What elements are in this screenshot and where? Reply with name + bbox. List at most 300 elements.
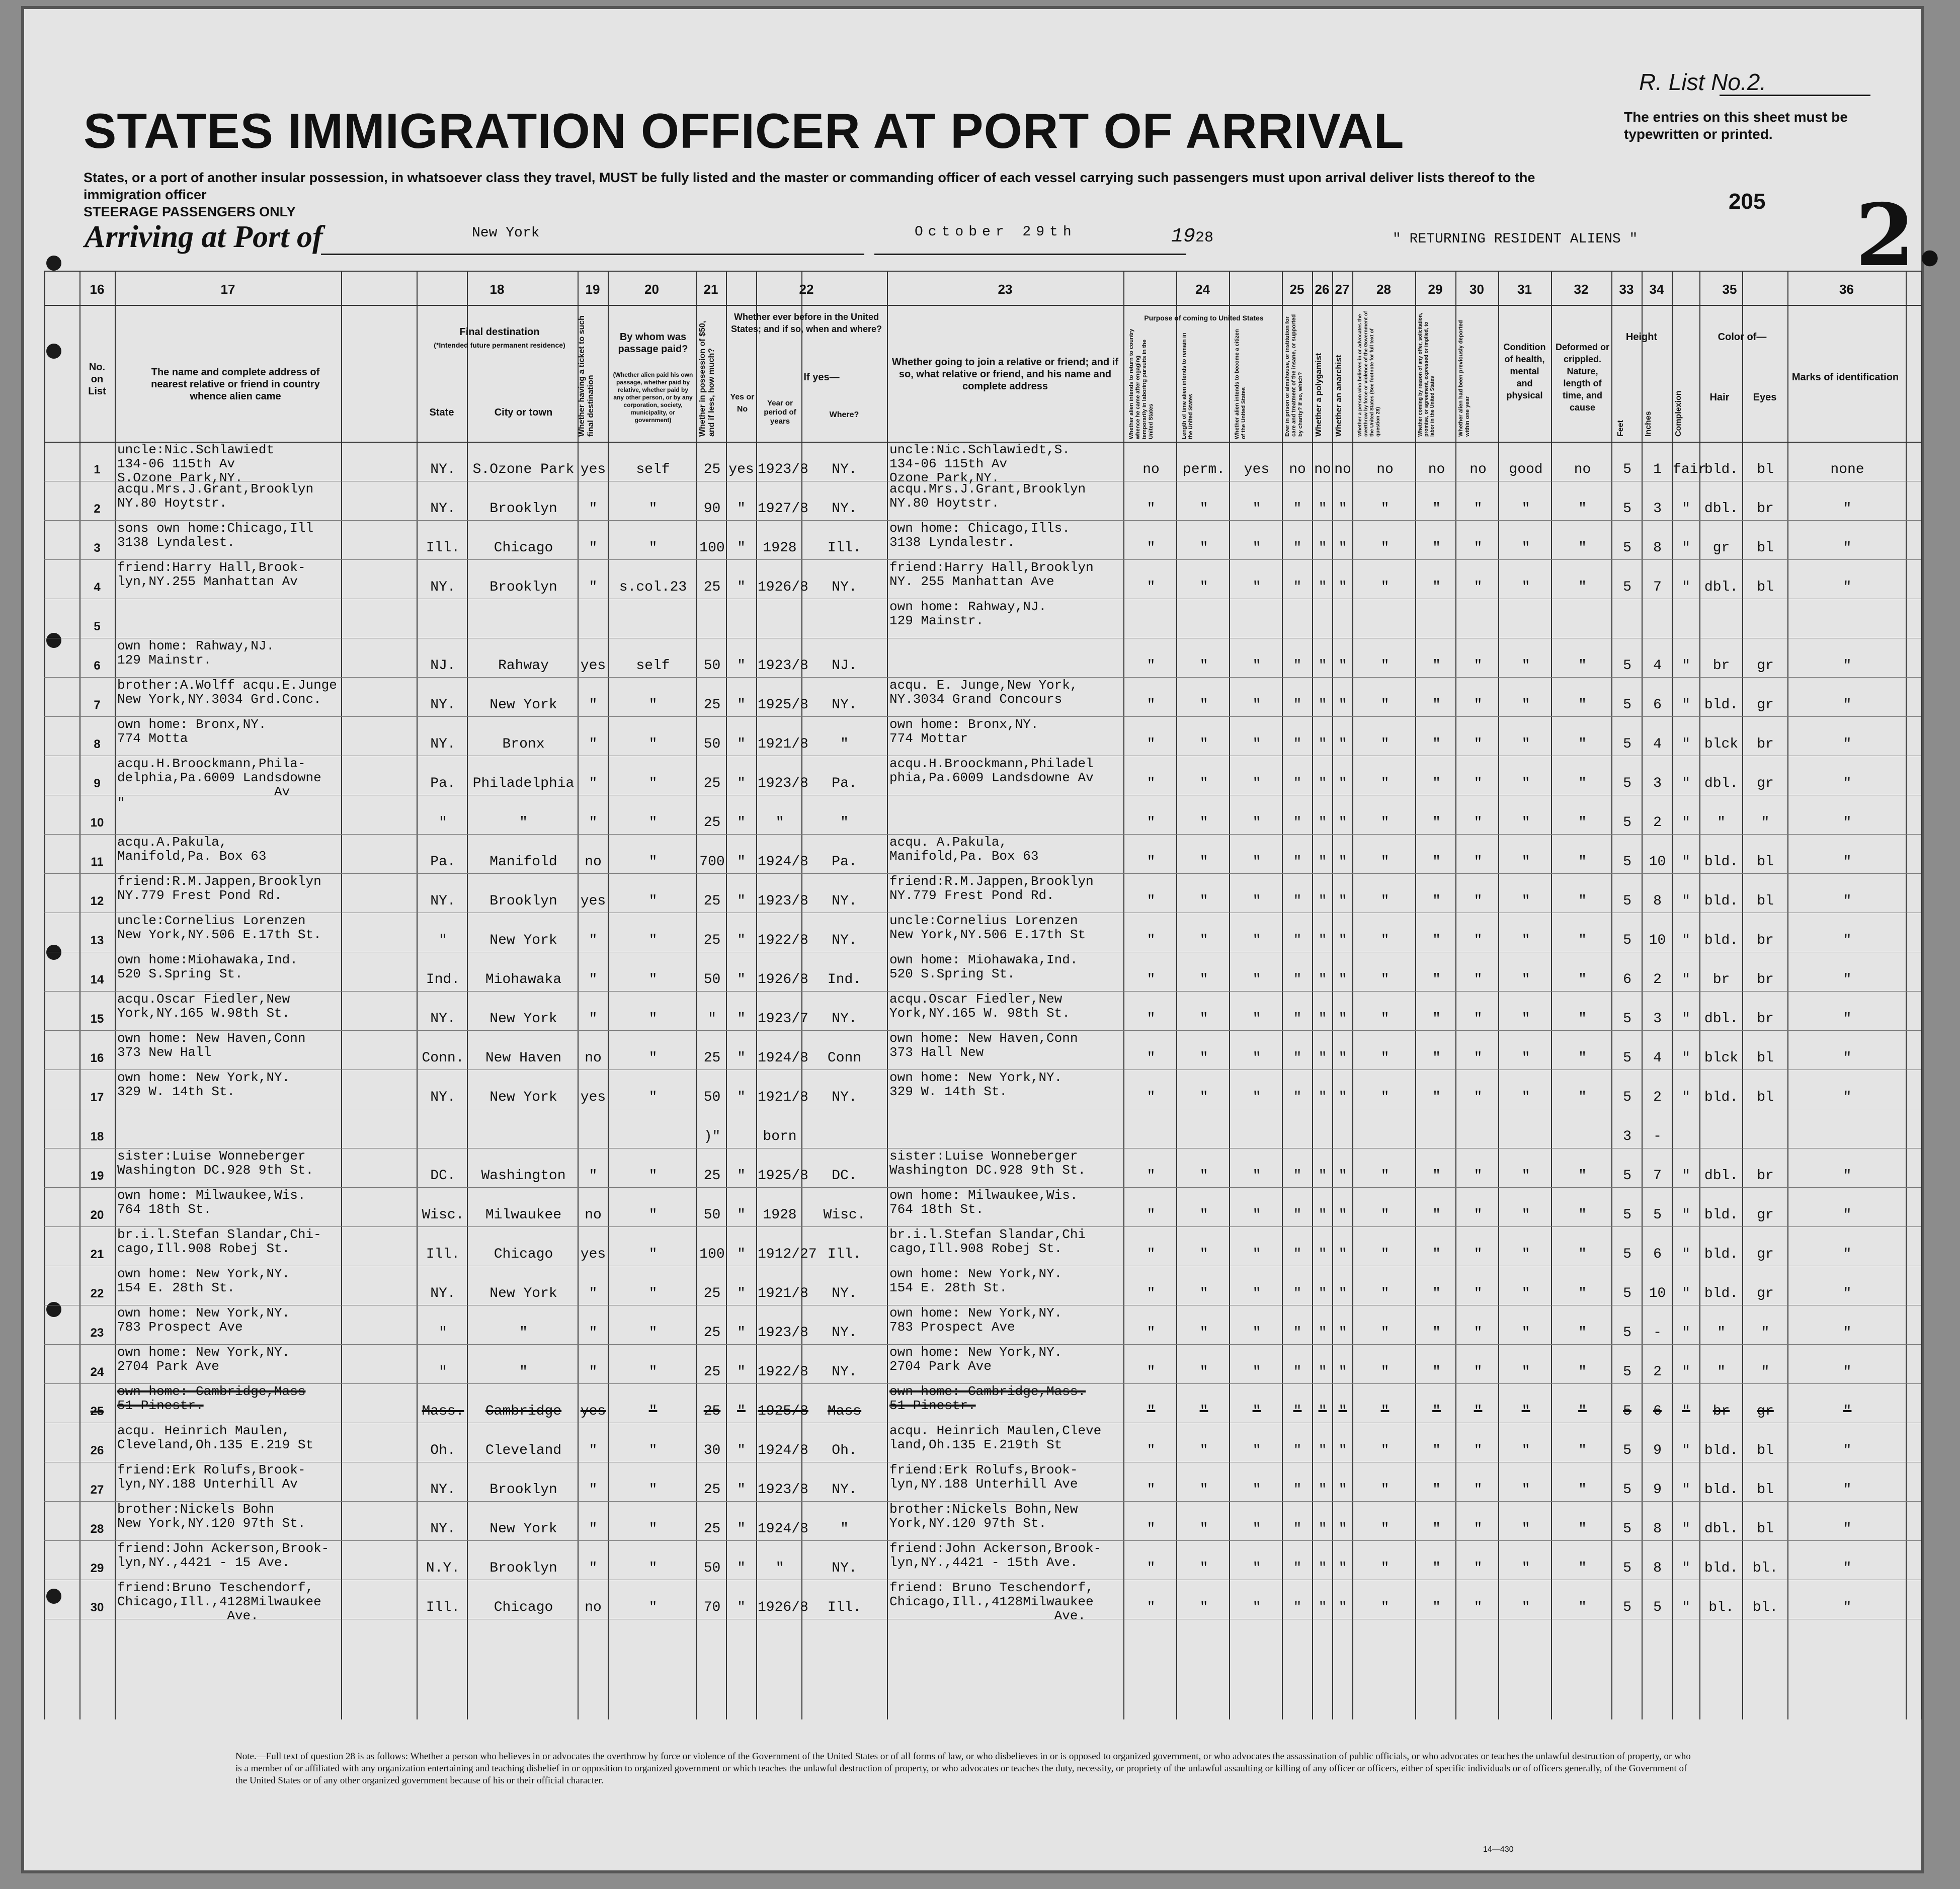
eye-color: bl xyxy=(1757,580,1774,595)
prison: " xyxy=(1293,893,1302,909)
row-number: 24 xyxy=(90,1365,104,1379)
state: DC. xyxy=(430,1168,456,1184)
row-number: 14 xyxy=(90,973,104,987)
purpose-length: " xyxy=(1199,893,1208,909)
city: New Haven xyxy=(485,1050,562,1066)
money: 90 xyxy=(703,501,721,517)
deported: " xyxy=(1474,933,1483,948)
deformed: " xyxy=(1578,1050,1587,1066)
purpose-return: " xyxy=(1147,1247,1156,1262)
row-number: 29 xyxy=(90,1562,104,1575)
ticket: yes xyxy=(580,462,606,477)
complexion: " xyxy=(1682,776,1690,791)
row-number: 9 xyxy=(94,777,101,790)
state: " xyxy=(439,1364,447,1380)
passage-paid: " xyxy=(648,1168,658,1184)
polygamist: " xyxy=(1318,1364,1327,1380)
contract-labor: " xyxy=(1432,1168,1441,1184)
year-period: 1924/8 xyxy=(758,1050,808,1066)
identification-marks: " xyxy=(1843,1561,1852,1576)
anarchist: " xyxy=(1338,580,1347,595)
polygamist: " xyxy=(1318,1561,1327,1576)
state: NJ. xyxy=(430,658,456,674)
deported: " xyxy=(1474,1050,1483,1066)
hdr-condition: Condition of health, mental and physical xyxy=(1503,342,1546,400)
hair-color: br xyxy=(1712,1404,1730,1419)
deformed: " xyxy=(1578,501,1587,517)
health: " xyxy=(1521,1090,1530,1105)
money: 25 xyxy=(703,580,721,595)
purpose-return: " xyxy=(1147,658,1156,674)
hdr-nearest-relative: The name and complete address of nearest relative or friend in country whence alien came xyxy=(151,367,320,402)
contract-labor: " xyxy=(1432,1286,1441,1301)
passage-paid: " xyxy=(648,697,658,713)
purpose-citizen: " xyxy=(1252,658,1261,674)
height-inches: 10 xyxy=(1649,933,1666,948)
height-feet: 5 xyxy=(1623,893,1631,909)
state: N.Y. xyxy=(426,1561,460,1576)
height-inches: 2 xyxy=(1653,815,1662,831)
nearest-relative: brother:A.Wolff acqu.E.Junge New York,NY.3034 Grd.Conc. xyxy=(117,678,337,707)
state: Ill. xyxy=(426,1600,460,1615)
overthrow: " xyxy=(1380,1325,1390,1341)
prison: " xyxy=(1293,972,1302,988)
money: 25 xyxy=(703,1482,721,1498)
joining: own home: Cambridge,Mass. 51 Pinestr. xyxy=(889,1384,1086,1413)
height-inches: 6 xyxy=(1653,697,1662,713)
money: 25 xyxy=(703,1168,721,1184)
state: Mass. xyxy=(422,1404,464,1419)
before-us: " xyxy=(737,1011,746,1027)
prison: " xyxy=(1293,540,1302,556)
purpose-citizen: " xyxy=(1252,1168,1261,1184)
joining: own home: Rahway,NJ. 129 Mainstr. xyxy=(889,599,1047,628)
complexion: " xyxy=(1682,1561,1690,1576)
polygamist: no xyxy=(1314,462,1331,477)
column-number: 29 xyxy=(1428,282,1443,297)
deported: " xyxy=(1474,1364,1483,1380)
health: " xyxy=(1521,736,1530,752)
row-number: 17 xyxy=(90,1091,104,1104)
year-period: 1921/8 xyxy=(758,1090,808,1105)
before-us: " xyxy=(737,1207,746,1223)
prison: " xyxy=(1293,1168,1302,1184)
height-inches: 6 xyxy=(1653,1404,1662,1419)
complexion: " xyxy=(1682,540,1690,556)
state: NY. xyxy=(430,736,456,752)
hdr-prison: Ever in prison or almshouse, or institution for care and treatment of the insane, or supported by charity? If so, which? xyxy=(1284,314,1303,437)
overthrow: " xyxy=(1380,1404,1390,1419)
complexion: " xyxy=(1682,1207,1690,1223)
purpose-length: " xyxy=(1199,972,1208,988)
height-feet: 5 xyxy=(1623,933,1631,948)
ticket: " xyxy=(589,501,598,517)
height-feet: 5 xyxy=(1623,1600,1631,1615)
hdr-state: State xyxy=(429,407,454,418)
year-period: 1923/7 xyxy=(758,1011,808,1027)
passage-paid: " xyxy=(648,933,658,948)
purpose-return: " xyxy=(1147,501,1156,517)
column-number: 33 xyxy=(1619,282,1634,297)
deformed: " xyxy=(1578,854,1587,870)
ticket: yes xyxy=(580,1404,606,1419)
prison: " xyxy=(1293,1521,1302,1537)
deported: " xyxy=(1474,1600,1483,1615)
purpose-length: " xyxy=(1199,1561,1208,1576)
joining: friend:Erk Rolufs,Brook- lyn,NY.188 Unterhill Ave xyxy=(889,1462,1078,1492)
nearest-relative: friend:Harry Hall,Brook- lyn,NY.255 Manhattan Av xyxy=(117,560,306,589)
height-inches: 4 xyxy=(1653,658,1662,674)
polygamist: " xyxy=(1318,580,1327,595)
column-number: 30 xyxy=(1469,282,1484,297)
where: NY. xyxy=(832,1482,857,1498)
row-number: 25 xyxy=(90,1405,104,1418)
where: " xyxy=(840,1521,849,1537)
overthrow: " xyxy=(1380,1521,1390,1537)
deported: " xyxy=(1474,1286,1483,1301)
hair-color: " xyxy=(1717,815,1726,831)
contract-labor: " xyxy=(1432,854,1441,870)
hair-color: bld. xyxy=(1704,1443,1739,1458)
purpose-return: " xyxy=(1147,1364,1156,1380)
height-inches: 10 xyxy=(1649,854,1666,870)
purpose-return: " xyxy=(1147,1521,1156,1537)
ticket: " xyxy=(589,933,598,948)
health: " xyxy=(1521,697,1530,713)
table-row xyxy=(44,1423,1921,1462)
where: Conn xyxy=(827,1050,862,1066)
eye-color: gr xyxy=(1757,776,1774,791)
state: NY. xyxy=(430,462,456,477)
deformed: " xyxy=(1578,1482,1587,1498)
deformed: " xyxy=(1578,1364,1587,1380)
eye-color: bl xyxy=(1757,1050,1774,1066)
nearest-relative: br.i.l.Stefan Slandar,Chi- cago,Ill.908 Robej St. xyxy=(117,1227,321,1256)
identification-marks: " xyxy=(1843,933,1852,948)
height-inches: 8 xyxy=(1653,893,1662,909)
complexion: " xyxy=(1682,580,1690,595)
row-number: 3 xyxy=(94,541,101,555)
before-us: " xyxy=(737,1600,746,1615)
health: " xyxy=(1521,1482,1530,1498)
row-number: 11 xyxy=(91,855,104,869)
ticket: " xyxy=(589,972,598,988)
column-number: 19 xyxy=(585,282,600,297)
deported: " xyxy=(1474,815,1483,831)
form-number: 14—430 xyxy=(1483,1845,1514,1854)
hair-color: bld. xyxy=(1704,933,1739,948)
column-number: 26 xyxy=(1315,282,1330,297)
purpose-return: " xyxy=(1147,540,1156,556)
table-row xyxy=(44,1580,1921,1623)
complexion: " xyxy=(1682,1050,1690,1066)
anarchist: " xyxy=(1338,1600,1347,1615)
purpose-length: " xyxy=(1199,1443,1208,1458)
contract-labor: " xyxy=(1432,1207,1441,1223)
overthrow: " xyxy=(1380,972,1390,988)
before-us: " xyxy=(737,501,746,517)
health: " xyxy=(1521,1404,1530,1419)
purpose-citizen: " xyxy=(1252,1404,1261,1419)
height-inches: 8 xyxy=(1653,1561,1662,1576)
hdr-year-period: Year or period of years xyxy=(764,399,796,426)
joining: acqu.Mrs.J.Grant,Brooklyn NY.80 Hoytstr. xyxy=(889,481,1086,511)
table-row xyxy=(44,756,1921,799)
hair-color: dbl. xyxy=(1704,1168,1739,1184)
hdr-eyes: Eyes xyxy=(1753,392,1777,403)
state: Pa. xyxy=(430,776,456,791)
deformed: " xyxy=(1578,776,1587,791)
year-period: born xyxy=(763,1129,797,1144)
deformed: " xyxy=(1578,972,1587,988)
eye-color: " xyxy=(1761,1325,1770,1341)
health: " xyxy=(1521,972,1530,988)
column-number: 23 xyxy=(998,282,1013,297)
deported: " xyxy=(1474,501,1483,517)
city: Manifold xyxy=(489,854,557,870)
where: Ill. xyxy=(827,1247,862,1262)
before-us: " xyxy=(737,1404,746,1419)
passage-paid: " xyxy=(648,776,658,791)
hdr-joining: Whether going to join a relative or friend; and if so, what relative or friend, and his name and complete address xyxy=(891,357,1119,392)
prison: " xyxy=(1293,1286,1302,1301)
purpose-length: " xyxy=(1199,1325,1208,1341)
passage-paid: " xyxy=(648,540,658,556)
anarchist: " xyxy=(1338,1168,1347,1184)
before-us: " xyxy=(737,1247,746,1262)
overthrow: " xyxy=(1380,1443,1390,1458)
eye-color: gr xyxy=(1757,1247,1774,1262)
deformed: " xyxy=(1578,1404,1587,1419)
height-feet: 5 xyxy=(1623,854,1631,870)
deformed: " xyxy=(1578,1325,1587,1341)
passage-paid: " xyxy=(648,1207,658,1223)
height-inches: 10 xyxy=(1649,1286,1666,1301)
hdr-final-destination-note: (*Intended future permanent residence) xyxy=(434,341,565,349)
purpose-citizen: " xyxy=(1252,1482,1261,1498)
table-row xyxy=(44,1305,1921,1344)
row-number: 20 xyxy=(90,1208,104,1222)
table-row xyxy=(44,1148,1921,1187)
table-row xyxy=(44,599,1921,638)
contract-labor: " xyxy=(1432,776,1441,791)
hdr-ticket: Whether having a ticket to such final destination xyxy=(578,315,595,437)
money: 70 xyxy=(703,1600,721,1615)
complexion: " xyxy=(1682,933,1690,948)
hair-color: bld. xyxy=(1704,462,1739,477)
identification-marks: " xyxy=(1843,1521,1852,1537)
overthrow: " xyxy=(1380,1247,1390,1262)
contract-labor: " xyxy=(1432,1482,1441,1498)
identification-marks: " xyxy=(1843,1286,1852,1301)
deformed: " xyxy=(1578,1600,1587,1615)
ticket: " xyxy=(589,697,598,713)
table-row xyxy=(44,795,1921,834)
contract-labor: " xyxy=(1432,1521,1441,1537)
identification-marks: " xyxy=(1843,697,1852,713)
polygamist: " xyxy=(1318,658,1327,674)
eye-color: bl xyxy=(1757,1443,1774,1458)
contract-labor: no xyxy=(1428,462,1445,477)
polygamist: " xyxy=(1318,933,1327,948)
complexion: " xyxy=(1682,972,1690,988)
complexion: " xyxy=(1682,697,1690,713)
joining: friend:R.M.Jappen,Brooklyn NY.779 Frest Pond Rd. xyxy=(889,874,1094,903)
column-number: 24 xyxy=(1195,282,1210,297)
state: Ill. xyxy=(426,1247,460,1262)
money: 25 xyxy=(703,1286,721,1301)
purpose-citizen: " xyxy=(1252,1521,1261,1537)
hair-color: bld. xyxy=(1704,697,1739,713)
passage-paid: " xyxy=(648,1325,658,1341)
before-us: yes xyxy=(728,462,754,477)
table-row xyxy=(44,520,1921,559)
height-inches: 7 xyxy=(1653,1168,1662,1184)
polygamist: " xyxy=(1318,501,1327,517)
hair-color: br xyxy=(1712,972,1730,988)
deported: " xyxy=(1474,658,1483,674)
anarchist: " xyxy=(1338,1090,1347,1105)
complexion: " xyxy=(1682,1600,1690,1615)
health: " xyxy=(1521,1521,1530,1537)
purpose-length: " xyxy=(1199,1286,1208,1301)
column-number: 35 xyxy=(1722,282,1737,297)
complexion: " xyxy=(1682,1482,1690,1498)
overthrow: " xyxy=(1380,540,1390,556)
eye-color: bl xyxy=(1757,893,1774,909)
year-period: 1922/8 xyxy=(758,1364,808,1380)
height-feet: 5 xyxy=(1623,1325,1631,1341)
deported: " xyxy=(1474,854,1483,870)
polygamist: " xyxy=(1318,1050,1327,1066)
contract-labor: " xyxy=(1432,1364,1441,1380)
prison: no xyxy=(1289,462,1306,477)
purpose-length: " xyxy=(1199,1600,1208,1615)
hdr-anarchist: Whether an anarchist xyxy=(1335,355,1343,437)
year-period: 1923/8 xyxy=(758,658,808,674)
deported: " xyxy=(1474,697,1483,713)
where: " xyxy=(840,815,849,831)
anarchist: " xyxy=(1338,736,1347,752)
overthrow: " xyxy=(1380,893,1390,909)
city: Brooklyn xyxy=(489,501,557,517)
height-inches: 3 xyxy=(1653,776,1662,791)
list-number: R. List No.2. xyxy=(1639,69,1767,95)
joining: acqu.Oscar Fiedler,New York,NY.165 W. 98th St. xyxy=(889,992,1070,1021)
eye-color: gr xyxy=(1757,658,1774,674)
overthrow: " xyxy=(1380,776,1390,791)
contract-labor: " xyxy=(1432,1443,1441,1458)
purpose-return: " xyxy=(1147,933,1156,948)
table-row xyxy=(44,1070,1921,1109)
city: Chicago xyxy=(494,1247,553,1262)
purpose-return: " xyxy=(1147,815,1156,831)
anarchist: " xyxy=(1338,1364,1347,1380)
identification-marks: " xyxy=(1843,1207,1852,1223)
purpose-citizen: " xyxy=(1252,1364,1261,1380)
complexion: " xyxy=(1682,1090,1690,1105)
year-period: 1912/27 xyxy=(758,1247,817,1262)
table-row xyxy=(44,677,1921,716)
purpose-return: " xyxy=(1147,1443,1156,1458)
where: NY. xyxy=(832,1011,857,1027)
joining: own home: New York,NY. 2704 Park Ave xyxy=(889,1345,1063,1374)
passage-paid: " xyxy=(648,1482,658,1498)
deported: " xyxy=(1474,1325,1483,1341)
hdr-before-us: Whether ever before in the United States; and if so, when and where? xyxy=(730,312,882,334)
before-us: " xyxy=(737,540,746,556)
before-us: " xyxy=(737,1482,746,1498)
column-number: 25 xyxy=(1289,282,1304,297)
money: 50 xyxy=(703,1207,721,1223)
overthrow: " xyxy=(1380,1011,1390,1027)
purpose-length: " xyxy=(1199,1207,1208,1223)
eye-color: bl xyxy=(1757,462,1774,477)
hdr-purpose-a: Whether alien intends to return to country whence he came after engaging temporarily in laboring pursuits in the United States xyxy=(1128,328,1154,439)
purpose-length: " xyxy=(1199,1364,1208,1380)
passage-paid: self xyxy=(636,658,670,674)
before-us: " xyxy=(737,736,746,752)
column-number: 36 xyxy=(1839,282,1854,297)
passage-paid: " xyxy=(648,1521,658,1537)
year-period: " xyxy=(775,815,784,831)
nearest-relative: acqu.Mrs.J.Grant,Brooklyn NY.80 Hoytstr. xyxy=(117,481,314,511)
hair-color: dbl. xyxy=(1704,776,1739,791)
year-period: 1928 xyxy=(763,540,797,556)
where: NY. xyxy=(832,933,857,948)
hair-color: bld. xyxy=(1704,1286,1739,1301)
health: " xyxy=(1521,1050,1530,1066)
column-number: 16 xyxy=(90,282,105,297)
before-us: " xyxy=(737,1521,746,1537)
eye-color: " xyxy=(1761,1364,1770,1380)
purpose-citizen: " xyxy=(1252,1011,1261,1027)
column-number: 32 xyxy=(1574,282,1589,297)
table-row xyxy=(44,1383,1921,1423)
column-number: 18 xyxy=(489,282,505,297)
money: 25 xyxy=(703,1325,721,1341)
hair-color: blck xyxy=(1704,736,1739,752)
hdr-contract: Whether coming by reason of any offer, solicitation, promise, or agreement, expressed or implied, to labor in the United States xyxy=(1418,312,1435,437)
contract-labor: " xyxy=(1432,736,1441,752)
height-feet: 5 xyxy=(1623,580,1631,595)
hair-color: dbl. xyxy=(1704,1011,1739,1027)
purpose-return: " xyxy=(1147,697,1156,713)
height-inches: 8 xyxy=(1653,540,1662,556)
height-feet: 5 xyxy=(1623,1521,1631,1537)
table-row xyxy=(44,873,1921,913)
deformed: " xyxy=(1578,1443,1587,1458)
city: " xyxy=(519,1325,528,1341)
state: NY. xyxy=(430,697,456,713)
health: " xyxy=(1521,501,1530,517)
ticket: " xyxy=(589,1561,598,1576)
purpose-citizen: " xyxy=(1252,1090,1261,1105)
anarchist: " xyxy=(1338,1404,1347,1419)
health: " xyxy=(1521,1247,1530,1262)
passage-paid: self xyxy=(636,462,670,477)
hdr-passage-paid-note: (Whether alien paid his own passage, whether paid by relative, whether paid by any other person, or by any corporation, society, municipality, or government) xyxy=(613,371,693,424)
nearest-relative: sons own home:Chicago,Ill 3138 Lyndalest. xyxy=(117,521,314,550)
column-number: 22 xyxy=(799,282,814,297)
height-feet: 5 xyxy=(1623,1561,1631,1576)
hdr-marks: Marks of identification xyxy=(1791,372,1899,383)
complexion: fair xyxy=(1673,462,1707,477)
height-feet: 5 xyxy=(1623,1286,1631,1301)
contract-labor: " xyxy=(1432,1011,1441,1027)
contract-labor: " xyxy=(1432,1247,1441,1262)
before-us: " xyxy=(737,1090,746,1105)
